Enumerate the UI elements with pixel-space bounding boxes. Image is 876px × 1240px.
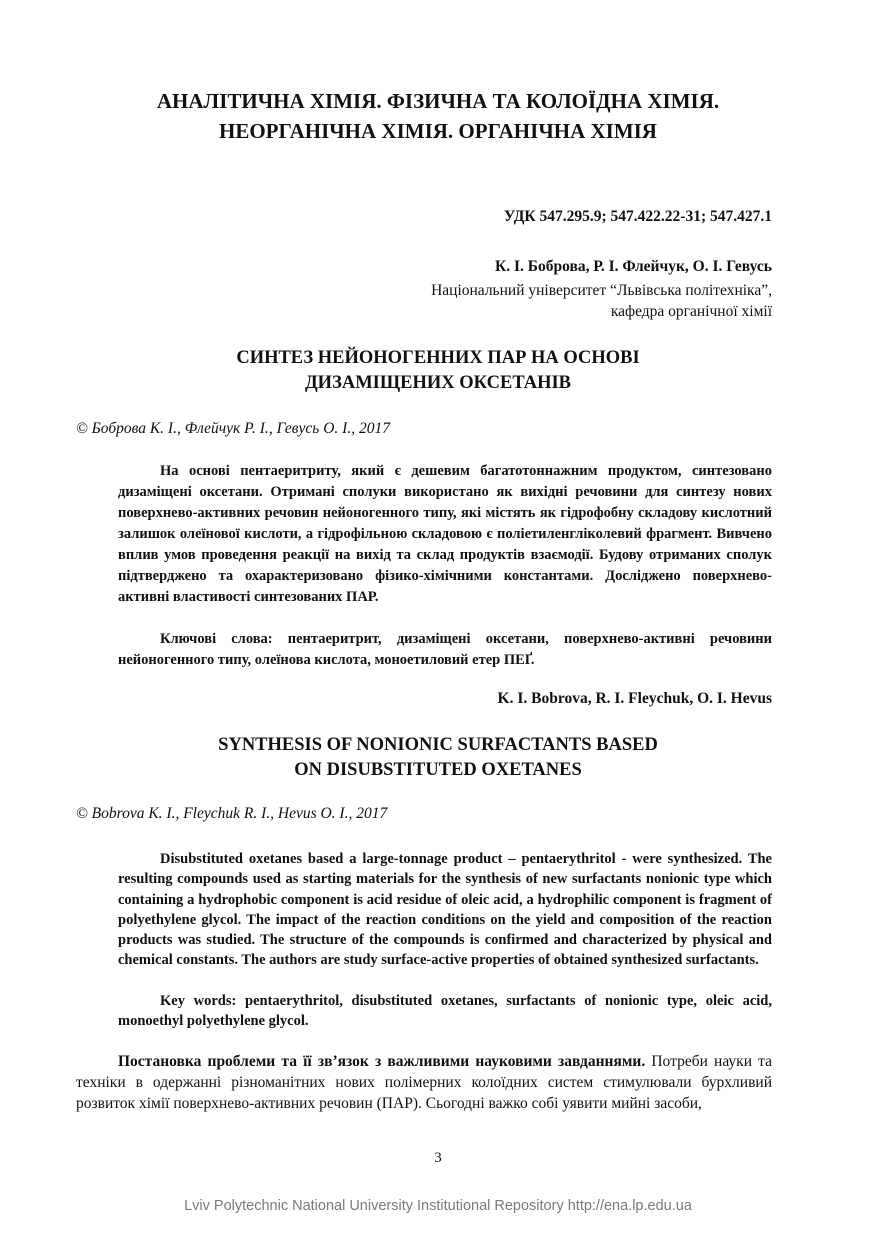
copyright-ukrainian: © Боброва К. І., Флейчук Р. І., Гевусь О. І., 2017 xyxy=(76,420,390,437)
abstract-english xyxy=(118,849,772,971)
abstract-uk-text: На основі пентаеритриту, який є дешевим багатотоннажним продуктом, синтезовано дизаміщені оксетани. Отримані сполуки використано як вихідні речовини для синтезу нових поверхнево-активних речовин нейоногенного типу, які містять як гідрофобну складову кислотний залишок олеїнової кислоти, а гідрофільною складовою є поліетиленгліколевий фрагмент. Вивчено вплив умов проведення реакції на вихід та склад продуктів взаємодії. Будову отриманих сполук підтверджено та охарактеризовано фізико-хімічними константами. Досліджено поверхнево-активні властивості синтезованих ПАР. xyxy=(118,463,772,605)
affiliation-department: кафедра органічної хімії xyxy=(610,303,772,320)
keywords-ukrainian xyxy=(118,629,772,671)
title-en-line-1: SYNTHESIS OF NONIONIC SURFACTANTS BASED xyxy=(218,735,658,755)
introduction-paragraph xyxy=(76,1051,772,1114)
authors-english: K. I. Bobrova, R. I. Fleychuk, O. I. Hevus xyxy=(497,690,772,707)
section-title-line-2: НЕОРГАНІЧНА ХІМІЯ. ОРГАНІЧНА ХІМІЯ xyxy=(219,119,657,143)
keywords-en-text: Key words: pentaerythritol, disubstituted oxetanes, surfactants of nonionic type, oleic acid, monoethyl polyethylene glycol. xyxy=(118,993,772,1030)
abstract-en-text: Disubstituted oxetanes based a large-tonnage product – pentaerythritol - were synthesized. The resulting compounds used as starting materials for the synthesis of new surfactants nonionic type which containing a hydrophobic component is acid residue of oleic acid, a hydrophilic component is fragment of polyethylene glycol. The impact of the reaction conditions on the yield and composition of the reaction products was studied. The structure of the compounds is confirmed and characterized by physical and chemical constants. The authors are study surface-active properties of obtained synthesized surfactants. xyxy=(118,851,772,969)
page-number: 3 xyxy=(434,1150,442,1166)
affiliation-university: Національний університет “Львівська політехніка”, xyxy=(431,282,772,299)
title-en-line-2: ON DISUBSTITUTED OXETANES xyxy=(294,760,582,780)
section-title xyxy=(0,86,876,146)
authors-ukrainian: К. І. Боброва, Р. І. Флейчук, О. І. Гевусь xyxy=(495,258,772,275)
udk-code: УДК 547.295.9; 547.422.22-31; 547.427.1 xyxy=(503,208,772,225)
abstract-ukrainian xyxy=(118,461,772,608)
copyright-english: © Bobrova K. I., Fleychuk R. I., Hevus O. I., 2017 xyxy=(76,805,388,822)
repository-footer: Lviv Polytechnic National University Institutional Repository http://ena.lp.edu.ua xyxy=(184,1198,692,1214)
article-title-ukrainian xyxy=(0,346,876,396)
keywords-english xyxy=(118,991,772,1032)
title-uk-line-2: ДИЗАМІЩЕНИХ ОКСЕТАНІВ xyxy=(304,373,572,393)
affiliation xyxy=(431,280,772,322)
introduction-heading: Постановка проблеми та її зв’язок з важливими науковими завданнями. xyxy=(118,1053,646,1070)
introduction-text: Потреби науки та техніки в одержанні різноманітних нових полімерних колоїдних систем стимулювали бурхливий розвиток хімії поверхнево-активних речовин (ПАР). Сьогодні важко собі уявити мийні засоби, xyxy=(76,1053,773,1112)
section-title-line-1: АНАЛІТИЧНА ХІМІЯ. ФІЗИЧНА ТА КОЛОЇДНА ХІМІЯ. xyxy=(156,89,720,113)
keywords-uk-text: Ключові слова: пентаеритрит, дизаміщені оксетани, поверхнево-активні речовини нейоногенного типу, олеїнова кислота, моноетиловий етер ПЕҐ. xyxy=(118,631,772,668)
article-title-english xyxy=(0,733,876,783)
title-uk-line-1: СИНТЕЗ НЕЙОНОГЕННИХ ПАР НА ОСНОВІ xyxy=(236,348,640,368)
